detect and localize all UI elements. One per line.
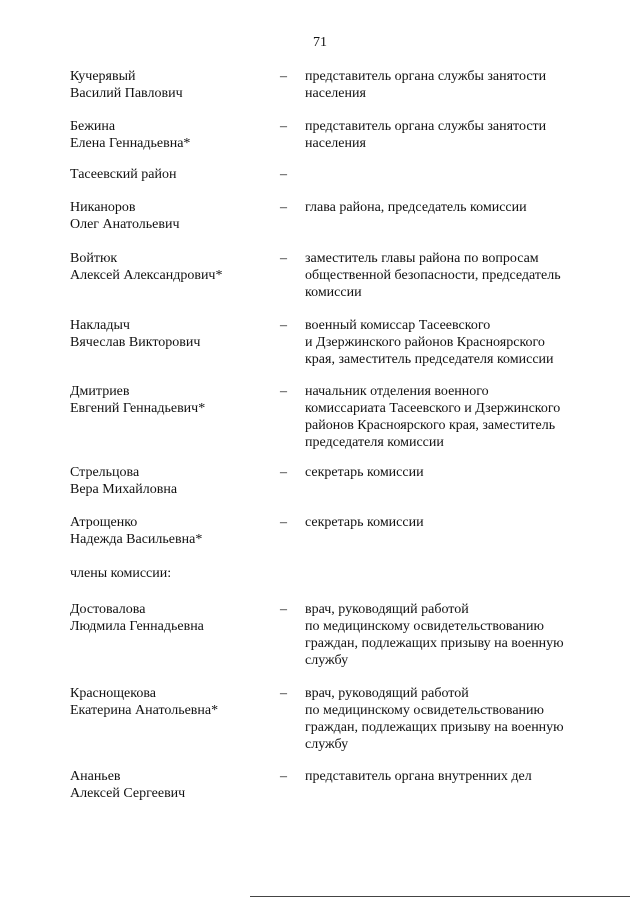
member-role-line: граждан, подлежащих призыву на военную — [305, 720, 564, 735]
member-name — [70, 601, 270, 635]
member-name-line: Бежина — [70, 119, 116, 134]
member-role-line: начальник отделения военного — [305, 384, 489, 399]
member-role — [305, 768, 600, 785]
dash-separator: – — [280, 515, 287, 530]
member-role-line: секретарь комиссии — [305, 515, 424, 530]
member-name-line: Елена Геннадьевна* — [70, 136, 191, 151]
member-name — [70, 383, 270, 417]
dash-separator: – — [280, 465, 287, 480]
dash-separator: – — [280, 119, 287, 134]
member-role-line: населения — [305, 136, 366, 151]
member-name — [70, 118, 270, 152]
member-name — [70, 317, 270, 351]
member-name — [70, 68, 270, 102]
dash-separator: – — [280, 69, 287, 84]
member-name — [70, 768, 270, 802]
member-role-line: и Дзержинского районов Красноярского — [305, 335, 545, 350]
member-role-line: врач, руководящий работой — [305, 686, 469, 701]
members-heading: члены комиссии: — [70, 566, 172, 581]
member-role — [305, 464, 600, 481]
member-role-line: военный комиссар Тасеевского — [305, 318, 491, 333]
member-role — [305, 685, 600, 753]
member-role-line: заместитель главы района по вопросам — [305, 251, 539, 266]
member-name — [70, 250, 270, 284]
dash-separator: – — [280, 686, 287, 701]
dash-separator: – — [280, 602, 287, 617]
member-name-line: Василий Павлович — [70, 86, 183, 101]
member-name-line: Никаноров — [70, 200, 136, 215]
member-role-line: секретарь комиссии — [305, 465, 424, 480]
member-name-line: Екатерина Анатольевна* — [70, 703, 219, 718]
dash-separator: – — [280, 251, 287, 266]
member-role-line: глава района, председатель комиссии — [305, 200, 527, 215]
member-role-line: представитель органа внутренних дел — [305, 769, 532, 784]
dash-separator: – — [280, 769, 287, 784]
member-name-line: Тасеевский район — [70, 167, 177, 182]
member-role-line: края, заместитель председателя комиссии — [305, 352, 554, 367]
member-name-line: Накладыч — [70, 318, 130, 333]
member-name — [70, 199, 270, 233]
member-name-line: Ананьев — [70, 769, 121, 784]
dash-separator: – — [280, 200, 287, 215]
page-number: 71 — [313, 35, 327, 50]
member-role — [305, 601, 600, 669]
dash-separator: – — [280, 384, 287, 399]
member-role-line: граждан, подлежащих призыву на военную — [305, 636, 564, 651]
member-name-line: Краснощекова — [70, 686, 156, 701]
member-role-line: районов Красноярского края, заместитель — [305, 418, 556, 433]
member-role-line: службу — [305, 653, 349, 668]
dash-separator: – — [280, 318, 287, 333]
member-name-line: Людмила Геннадьевна — [70, 619, 204, 634]
member-role — [305, 317, 600, 368]
member-role — [305, 199, 600, 216]
member-name-line: Атрощенко — [70, 515, 138, 530]
member-role — [305, 68, 600, 102]
member-name — [70, 514, 270, 548]
member-role — [305, 383, 600, 451]
member-role-line: службу — [305, 737, 349, 752]
member-role-line: комиссариата Тасеевского и Дзержинского — [305, 401, 561, 416]
footer-divider — [250, 896, 630, 897]
member-role-line: общественной безопасности, председатель — [305, 268, 561, 283]
member-role-line: населения — [305, 86, 366, 101]
member-name-line: Дмитриев — [70, 384, 130, 399]
member-name-line: Олег Анатольевич — [70, 217, 180, 232]
member-role — [305, 118, 600, 152]
member-role — [305, 514, 600, 531]
member-role-line: по медицинскому освидетельствованию — [305, 619, 545, 634]
member-role-line: председателя комиссии — [305, 435, 444, 450]
member-name-line: Стрельцова — [70, 465, 140, 480]
member-role-line: по медицинскому освидетельствованию — [305, 703, 545, 718]
member-name-line: Алексей Александрович* — [70, 268, 223, 283]
member-name-line: Вера Михайловна — [70, 482, 178, 497]
member-name-line: Надежда Васильевна* — [70, 532, 203, 547]
member-role — [305, 250, 600, 301]
member-name-line: Алексей Сергеевич — [70, 786, 186, 801]
member-name-line: Войтюк — [70, 251, 118, 266]
member-name-line: Достовалова — [70, 602, 146, 617]
member-name-line: Вячеслав Викторович — [70, 335, 201, 350]
member-role-line: представитель органа службы занятости — [305, 69, 547, 84]
member-name — [70, 685, 270, 719]
dash-separator: – — [280, 167, 287, 182]
member-role-line: комиссии — [305, 285, 362, 300]
member-role-line: представитель органа службы занятости — [305, 119, 547, 134]
member-name-line: Кучерявый — [70, 69, 136, 84]
member-name-line: Евгений Геннадьевич* — [70, 401, 206, 416]
member-name — [70, 166, 270, 183]
member-role-line: врач, руководящий работой — [305, 602, 469, 617]
member-name — [70, 464, 270, 498]
